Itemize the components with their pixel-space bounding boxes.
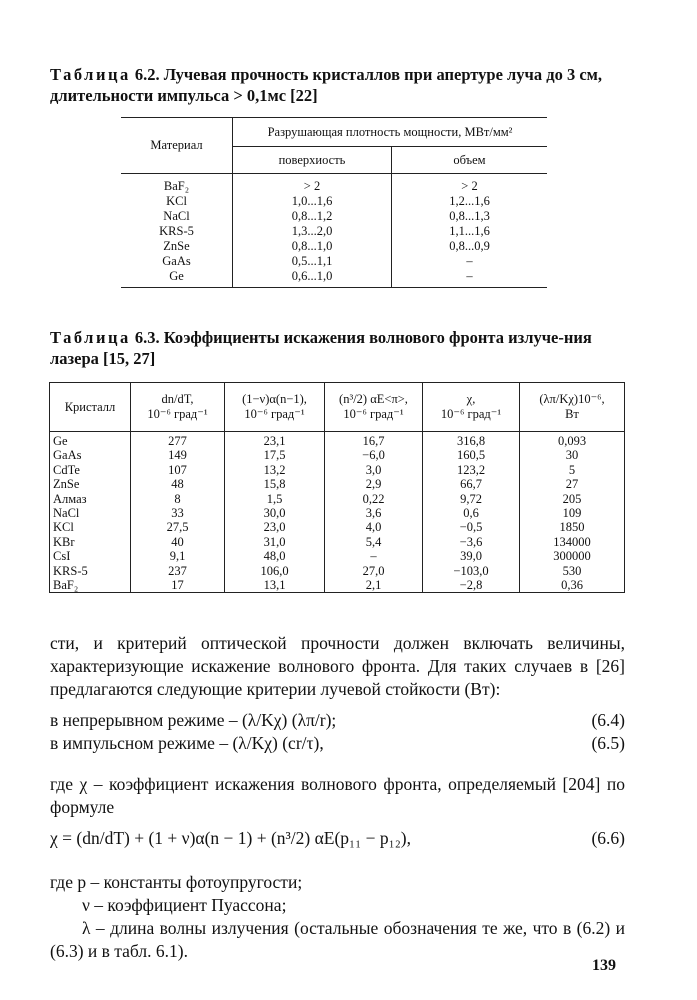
cell-value: 30,0 [225, 506, 325, 520]
cell-value: −3,6 [423, 535, 520, 549]
cell-value: 300000 [520, 549, 625, 563]
paragraph-intro: сти, и критерий оптической прочности должен включать величины, характеризующие искажение волнового фронта. Для таких случаев в [26] предлагаются следующие критерии лучевой стойкости (Вт): [50, 633, 625, 699]
table-row [50, 463, 625, 477]
cell-volume: 0,8...1,3 [449, 209, 490, 223]
cell-crystal: KRS-5 [50, 564, 131, 578]
cell-value: 1850 [520, 520, 625, 534]
cell-surface: > 2 [233, 174, 392, 195]
header-photoelastic-term [325, 383, 423, 432]
cell-crystal: ZnSe [50, 477, 131, 491]
header-unit: 10⁻⁶ град⁻¹ [343, 407, 404, 421]
header-volume: объем [392, 147, 548, 174]
cell-volume: 0,8...0,9 [449, 239, 490, 253]
header-material: Материал [121, 118, 233, 174]
cell-material: ZnSe [121, 239, 233, 254]
caption-text: 6.3. Коэффициенты искажения волнового фронта излуче-ния лазера [15, 27] [50, 328, 592, 368]
cell-value: 134000 [520, 535, 625, 549]
equation-number: (6.6) [591, 828, 625, 848]
cell-value: 1,5 [225, 492, 325, 506]
equation-number: (6.5) [591, 733, 625, 753]
criterion-text: в импульсном режиме – (λ/Kχ) (cr/τ), [50, 733, 324, 753]
cell-volume: – [392, 269, 548, 288]
table-6-2-caption [50, 64, 625, 106]
cell-value: 0,093 [520, 432, 625, 449]
cell-crystal: Ge [50, 432, 131, 449]
cell-value: 237 [131, 564, 225, 578]
caption-text: 6.2. Лучевая прочность кристаллов при апертуре луча до 3 см, длительности импульса > 0,1мс [22] [50, 65, 603, 105]
cell-value: −0,5 [423, 520, 520, 534]
cell-volume: 1,2...1,6 [449, 194, 490, 208]
cell-value: 13,2 [225, 463, 325, 477]
table-row [50, 432, 625, 449]
table-row [121, 269, 547, 288]
cell-crystal: GaAs [50, 448, 131, 462]
cell-value: 9,1 [131, 549, 225, 563]
definition-p: где p – константы фотоупругости; [50, 872, 303, 892]
header-surface: поверхиость [233, 147, 392, 174]
cell-value: 23,1 [225, 432, 325, 449]
cell-value: 27,5 [131, 520, 225, 534]
header-line: (n³/2) αE<π>, [339, 392, 408, 406]
cell-value: 40 [131, 535, 225, 549]
header-line: (λπ/Kχ)10⁻⁶, [539, 392, 605, 406]
criterion-text: в непрерывном режиме – (λ/Kχ) (λπ/r); [50, 710, 337, 730]
cell-volume: 1,1...1,6 [449, 224, 490, 238]
page-number: 139 [592, 957, 616, 974]
header-chi [423, 383, 520, 432]
cell-crystal: KBr [50, 535, 131, 549]
header-line: (1−ν)α(n−1), [242, 392, 307, 406]
cell-value: −2,8 [423, 578, 520, 593]
cell-volume: > 2 [461, 179, 478, 193]
equation-number: (6.4) [591, 710, 625, 730]
table-row [50, 448, 625, 462]
cell-value: 2,9 [325, 477, 423, 491]
header-line: χ, [466, 392, 476, 406]
table-row [50, 520, 625, 534]
cell-value: 48 [131, 477, 225, 491]
table-row [50, 578, 625, 593]
cell-surface: 0,8...1,0 [233, 239, 392, 254]
header-power-density: Разрушающая плотность мощности, МВт/мм² [233, 118, 548, 147]
header-unit: 10⁻⁶ град⁻¹ [147, 407, 208, 421]
table-row [121, 224, 547, 239]
caption-label: Таблица [50, 328, 131, 347]
cell-value: 316,8 [423, 432, 520, 449]
cell-value: 2,1 [325, 578, 423, 593]
cell-material: Ge [121, 269, 233, 288]
table-row [121, 194, 547, 209]
cell-value: 3,0 [325, 463, 423, 477]
cell-value: 39,0 [423, 549, 520, 563]
cell-value: −6,0 [325, 448, 423, 462]
table-row [121, 239, 547, 254]
table-6-3 [49, 382, 625, 593]
cell-surface: 0,8...1,2 [233, 209, 392, 224]
cell-surface: 1,0...1,6 [233, 194, 392, 209]
cell-value: 5 [520, 463, 625, 477]
cell-surface: 0,5...1,1 [233, 254, 392, 269]
cell-value: 33 [131, 506, 225, 520]
header-unit: 10⁻⁶ град⁻¹ [244, 407, 305, 421]
cell-material: KRS-5 [121, 224, 233, 239]
cell-crystal: CdTe [50, 463, 131, 477]
cell-value: 5,4 [325, 535, 423, 549]
criterion-continuous [50, 709, 625, 732]
cell-value: 107 [131, 463, 225, 477]
definition-nu: ν – коэффициент Пуассона; [82, 895, 287, 915]
cell-value: 30 [520, 448, 625, 462]
cell-value: 530 [520, 564, 625, 578]
header-unit: 10⁻⁶ град⁻¹ [440, 407, 502, 421]
cell-value: 277 [131, 432, 225, 449]
cell-volume: – [466, 254, 473, 268]
header-line: dn/dT, [161, 392, 194, 406]
cell-value: 4,0 [325, 520, 423, 534]
table-row [50, 506, 625, 520]
cell-value: 23,0 [225, 520, 325, 534]
caption-label: Таблица [50, 65, 131, 84]
cell-value: 15,8 [225, 477, 325, 491]
cell-surface: 1,3...2,0 [233, 224, 392, 239]
definition-lambda: λ – длина волны излучения (остальные обозначения те же, что в (6.2) и (6.3) и в табл. 6.1). [50, 918, 625, 961]
cell-value: 3,6 [325, 506, 423, 520]
cell-value: 27 [520, 477, 625, 491]
cell-value: 31,0 [225, 535, 325, 549]
cell-value: 106,0 [225, 564, 325, 578]
cell-value: −103,0 [423, 564, 520, 578]
formula-chi [50, 827, 625, 850]
table-row [50, 564, 625, 578]
header-unit: Вт [565, 407, 579, 421]
cell-value: 8 [131, 492, 225, 506]
table-6-2 [121, 117, 547, 288]
criterion-pulsed [50, 732, 625, 755]
cell-material: BaF₂ [121, 174, 233, 195]
cell-value: 0,22 [325, 492, 423, 506]
table-row [50, 492, 625, 506]
table-row [121, 254, 547, 269]
cell-material: NaCl [121, 209, 233, 224]
cell-value: 0,36 [520, 578, 625, 593]
table-row [121, 209, 547, 224]
cell-value: 0,6 [423, 506, 520, 520]
cell-value: 123,2 [423, 463, 520, 477]
cell-value: 27,0 [325, 564, 423, 578]
header-criterion [520, 383, 625, 432]
header-thermal-term [225, 383, 325, 432]
cell-value: 17 [131, 578, 225, 593]
header-dn-dt [131, 383, 225, 432]
cell-surface: 0,6...1,0 [233, 269, 392, 288]
header-crystal: Кристалл [50, 383, 131, 432]
table-6-3-caption [50, 327, 625, 369]
cell-value: 48,0 [225, 549, 325, 563]
cell-value: 13,1 [225, 578, 325, 593]
cell-crystal: Алмаз [50, 492, 131, 506]
formula-text: χ = (dn/dT) + (1 + ν)α(n − 1) + (n³/2) αE(p₁₁ − p₁₂), [50, 828, 412, 848]
cell-value: 9,72 [423, 492, 520, 506]
cell-value: – [325, 549, 423, 563]
cell-crystal: NaCl [50, 506, 131, 520]
table-row [121, 174, 547, 195]
cell-crystal: CsI [50, 549, 131, 563]
table-row [50, 477, 625, 491]
table-row [50, 535, 625, 549]
cell-value: 160,5 [423, 448, 520, 462]
cell-value: 149 [131, 448, 225, 462]
cell-material: KCl [121, 194, 233, 209]
cell-value: 66,7 [423, 477, 520, 491]
cell-value: 205 [520, 492, 625, 506]
cell-value: 109 [520, 506, 625, 520]
cell-material: GaAs [121, 254, 233, 269]
cell-crystal: BaF₂ [50, 578, 131, 593]
cell-crystal: KCl [50, 520, 131, 534]
paragraph-chi-definition: где χ – коэффициент искажения волнового фронта, определяемый [204] по формуле [50, 774, 625, 817]
cell-value: 16,7 [325, 432, 423, 449]
table-row [50, 549, 625, 563]
cell-value: 17,5 [225, 448, 325, 462]
